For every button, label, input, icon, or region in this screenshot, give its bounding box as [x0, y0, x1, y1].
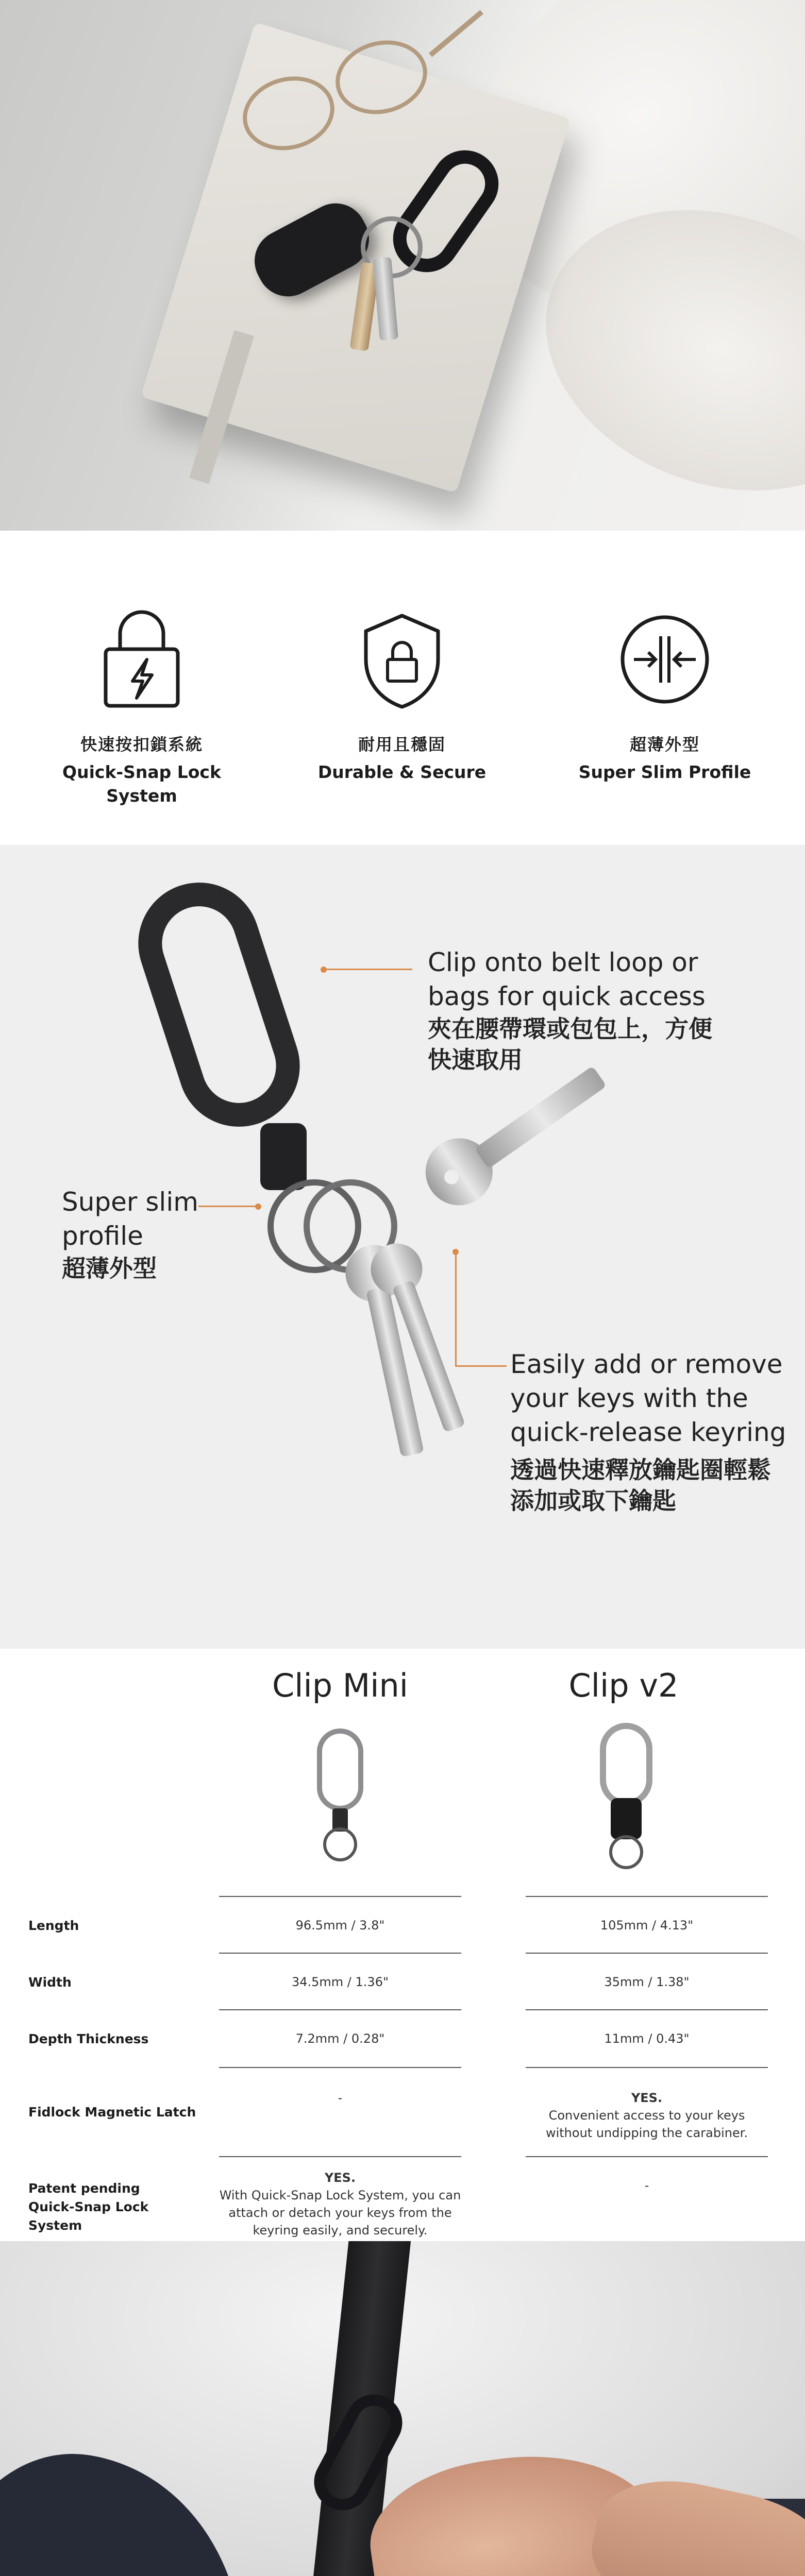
- comparison-table: [0, 1649, 805, 2241]
- eyeglasses-arm: [429, 10, 483, 57]
- row-label-length: Length: [28, 1918, 79, 1933]
- table-divider: [219, 2009, 461, 2010]
- callout-line: [198, 1206, 255, 1207]
- product-title-clip-v2: Clip v2: [568, 1667, 679, 1704]
- feature-en-label: Quick-Snap Lock System: [62, 762, 221, 806]
- table-divider: [219, 1896, 461, 1897]
- table-divider: [219, 2067, 461, 2068]
- hero-photo: [0, 0, 805, 531]
- callout-clip: Clip onto belt loop or bags for quick access 夾在腰帶環或包包上，方便 快速取用: [428, 947, 712, 1074]
- table-divider: [526, 1896, 768, 1897]
- callout-line-vertical: [455, 1252, 457, 1365]
- shield-lock-icon: [356, 608, 448, 711]
- feature-slim: [572, 608, 758, 784]
- feature-en-label: Super Slim Profile: [578, 762, 751, 782]
- callout-line: [455, 1365, 507, 1367]
- table-divider: [219, 2156, 461, 2157]
- row-label-width: Width: [28, 1975, 72, 1990]
- feature-zh-label: 快速按扣鎖系統: [80, 735, 203, 754]
- table-divider: [526, 2009, 768, 2010]
- product-images: [0, 1721, 805, 1870]
- callout-dot: [255, 1204, 261, 1210]
- feature-zh-label: 耐用且穩固: [358, 735, 446, 754]
- feature-quick-snap: [49, 608, 234, 808]
- clip-mini-depth: 7.2mm / 0.28": [295, 2031, 385, 2046]
- clip-mini-fidlock: -: [338, 2091, 343, 2105]
- feature-icons-section: [0, 531, 805, 845]
- product-title-clip-mini: Clip Mini: [272, 1667, 409, 1704]
- callout-line: [325, 969, 412, 970]
- callout-keyring: Easily add or remove your keys with the quick-release keyring 透過快速釋放鑰匙圈輕鬆 添加或取下鑰匙: [510, 1349, 786, 1515]
- slim-profile-icon: [613, 608, 716, 711]
- table-divider: [526, 1953, 768, 1954]
- clip-v2-quick-snap: -: [644, 2178, 649, 2193]
- clip-v2-depth: 11mm / 0.43": [604, 2031, 690, 2046]
- feature-en-label: Durable & Secure: [317, 762, 487, 782]
- row-label-depth: Depth Thickness: [28, 2031, 149, 2046]
- row-label-quick-snap: Patent pending Quick-Snap Lock System: [28, 2181, 149, 2233]
- clip-mini-quick-snap: YES. With Quick-Snap Lock System, you can attach or detach your keys from the keyring easily, and securely.: [219, 2171, 461, 2238]
- table-divider: [219, 1953, 461, 1954]
- row-label-fidlock: Fidlock Magnetic Latch: [28, 2105, 196, 2120]
- feature-durable: [309, 608, 495, 784]
- table-divider: [526, 2156, 768, 2157]
- feature-zh-label: 超薄外型: [629, 735, 700, 754]
- clip-mini-length: 96.5mm / 3.8": [295, 1918, 385, 1933]
- clip-v2-width: 35mm / 1.38": [604, 1975, 690, 1989]
- clip-v2-fidlock: YES. Convenient access to your keys without undipping the carabiner.: [545, 2091, 748, 2140]
- callout-slim: Super slim profile 超薄外型: [62, 1187, 198, 1282]
- lifestyle-photo-bag-strap: [0, 2241, 805, 2576]
- clip-v2-length: 105mm / 4.13": [600, 1918, 694, 1933]
- product-callout-diagram: [0, 845, 805, 1649]
- lock-bolt-icon: [95, 608, 188, 711]
- clip-mini-width: 34.5mm / 1.36": [291, 1975, 389, 1989]
- table-divider: [526, 2067, 768, 2068]
